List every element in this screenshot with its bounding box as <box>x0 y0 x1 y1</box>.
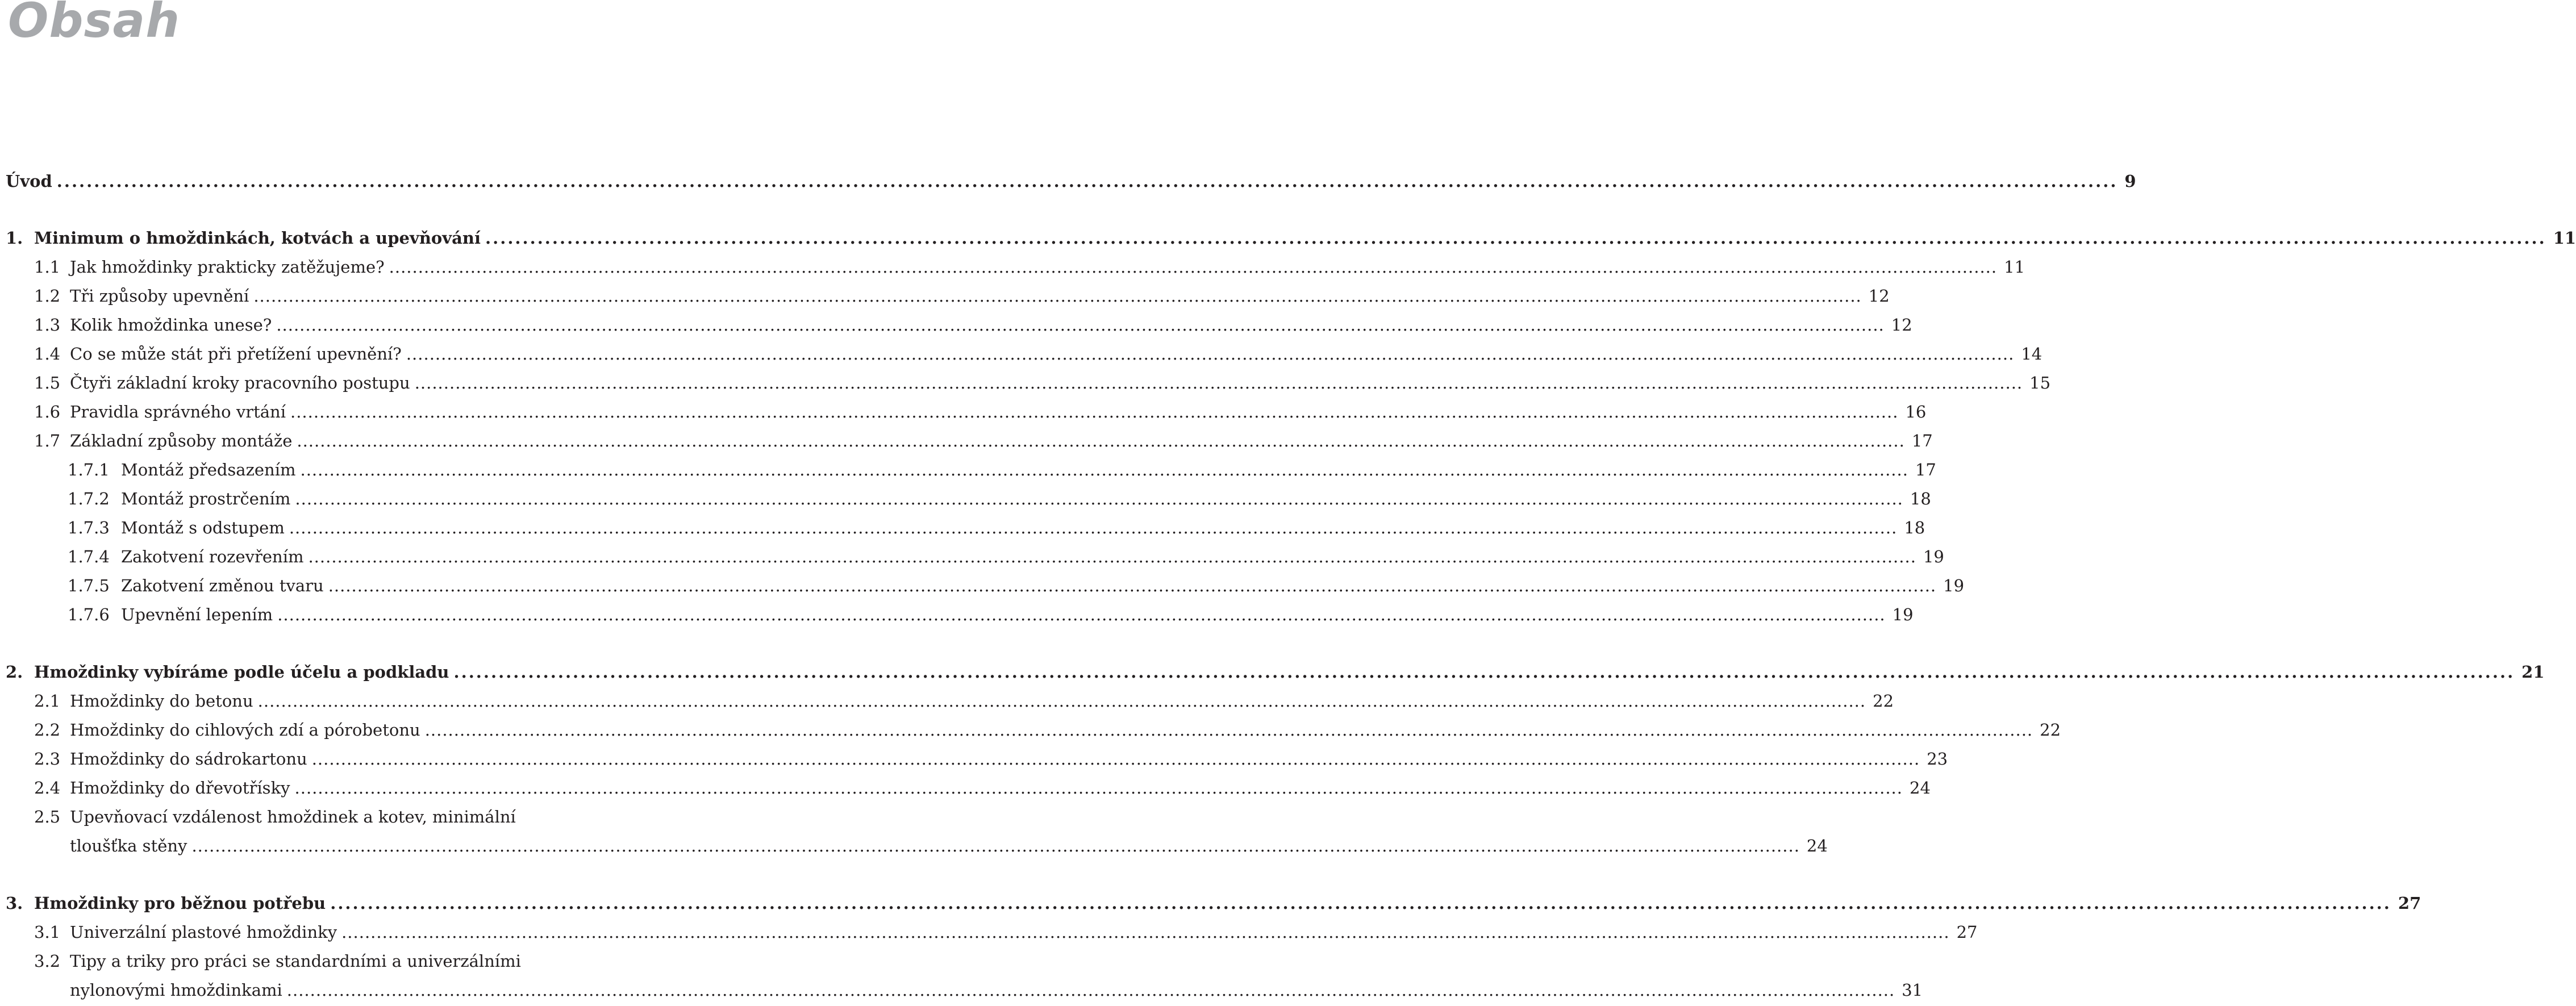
toc-entry-page: 19 <box>1923 547 1944 566</box>
toc-entry-page: 27 <box>1956 922 1978 942</box>
toc-entry-label: Hmoždinky do betonu <box>70 691 253 711</box>
toc-entry-intro[interactable] <box>6 169 2136 193</box>
toc-entry-label: Univerzální plastové hmoždinky <box>70 922 337 942</box>
leader-dots <box>425 718 2033 742</box>
toc-entry-label: Montáž s odstupem <box>121 518 285 537</box>
toc-section-2-2[interactable] <box>34 718 2061 742</box>
toc-entry-page: 24 <box>1910 778 1931 798</box>
toc-section-1-6[interactable] <box>34 400 1927 424</box>
toc-entry-page: 11 <box>2553 228 2576 248</box>
toc-entry-page: 12 <box>1868 286 1890 306</box>
leader-dots <box>253 284 1861 308</box>
toc-entry-label: Hmoždinky pro běžnou potřebu <box>34 894 326 913</box>
toc-chapter-3[interactable] <box>6 891 2421 915</box>
toc-entry-label: Co se může stát při přetížení upevnění? <box>70 344 402 364</box>
toc-section-3-2[interactable] <box>34 949 544 973</box>
toc-entry-number: 1.5 <box>34 373 61 393</box>
toc-section-1-7[interactable] <box>34 429 1933 453</box>
toc-entry-page: 9 <box>2124 172 2136 191</box>
leader-dots <box>258 689 1866 713</box>
toc-entry-page: 31 <box>1902 980 1923 1000</box>
toc-entry-page: 27 <box>2398 894 2421 913</box>
toc-entry-label: Hmoždinky do sádrokartonu <box>70 749 307 769</box>
toc-entry-page: 17 <box>1915 460 1936 479</box>
toc-entry-page: 22 <box>1873 691 1894 711</box>
toc-entry-number: 1.1 <box>34 257 61 277</box>
leader-dots <box>341 920 1949 944</box>
leader-dots <box>389 255 1997 279</box>
toc-subsection-1-7-4[interactable] <box>68 545 1944 569</box>
toc-section-1-2[interactable] <box>34 284 1890 308</box>
toc-entry-number: 1.7.4 <box>68 547 110 566</box>
toc-entry-number: 2.4 <box>34 778 61 798</box>
leader-dots <box>330 891 2391 915</box>
toc-entry-page: 19 <box>1892 605 1914 624</box>
toc-entry-label: Upevnění lepením <box>121 605 273 624</box>
leader-dots <box>328 574 1936 598</box>
toc-entry-number: 2.2 <box>34 720 61 740</box>
toc-subsection-1-7-1[interactable] <box>68 458 1936 482</box>
leader-dots <box>406 342 2014 366</box>
toc-section-3-1[interactable] <box>34 920 1978 944</box>
toc-entry-page: 18 <box>1904 518 1925 537</box>
toc-entry-page: 12 <box>1891 315 1912 335</box>
toc-entry-label: Minimum o hmoždinkách, kotvách a upevňování <box>34 228 481 248</box>
toc-entry-number: 1.7.6 <box>68 605 110 624</box>
leader-dots <box>485 226 2546 250</box>
toc-entry-label: Hmoždinky do dřevotřísky <box>70 778 290 798</box>
leader-dots <box>277 603 1885 627</box>
toc-entry-label: Zakotvení změnou tvaru <box>121 576 324 595</box>
leader-dots <box>308 545 1916 569</box>
toc-entry-label: Tři způsoby upevnění <box>70 286 249 306</box>
toc-entry-label: Montáž prostrčením <box>121 489 291 508</box>
toc-entry-page: 16 <box>1905 402 1927 421</box>
toc-entry-number: 3.2 <box>34 951 61 971</box>
leader-dots <box>415 371 2023 395</box>
toc-entry-number: 3. <box>6 894 23 913</box>
toc-section-2-3[interactable] <box>34 747 1948 771</box>
toc-section-2-4[interactable] <box>34 776 1931 800</box>
toc-entry-label-continued: tloušťka stěny <box>70 836 187 855</box>
leader-dots <box>454 660 2515 684</box>
leader-dots <box>290 400 1898 424</box>
toc-chapter-2[interactable] <box>6 660 2545 684</box>
toc-entry-label: Montáž předsazením <box>121 460 296 479</box>
toc-entry-page: 11 <box>2004 257 2025 277</box>
toc-entry-page: 21 <box>2521 662 2545 682</box>
toc-entry-page: 18 <box>1910 489 1931 508</box>
toc-section-3-2-continuation[interactable] <box>70 978 1923 1002</box>
toc-entry-number: 1.7 <box>34 431 61 450</box>
toc-entry-number: 1.7.2 <box>68 489 110 508</box>
toc-entry-number: 2.3 <box>34 749 61 769</box>
toc-entry-number: 1.2 <box>34 286 61 306</box>
toc-entry-number: 3.1 <box>34 922 61 942</box>
leader-dots <box>287 978 1895 1002</box>
toc-entry-number: 1.4 <box>34 344 61 364</box>
toc-entry-label: Jak hmoždinky prakticky zatěžujeme? <box>70 257 385 277</box>
leader-dots <box>57 169 2118 193</box>
toc-entry-label: Hmoždinky vybíráme podle účelu a podkladu <box>34 662 449 682</box>
toc-entry-number: 1. <box>6 228 23 248</box>
toc-section-2-5-continuation[interactable] <box>70 834 1828 858</box>
toc-entry-label: Tipy a triky pro práci se standardními a univerzálními <box>70 951 521 971</box>
toc-section-1-3[interactable] <box>34 313 1912 337</box>
toc-entry-label: Úvod <box>6 172 52 191</box>
toc-entry-label: Čtyři základní kroky pracovního postupu <box>70 373 410 393</box>
toc-entry-number: 1.7.5 <box>68 576 110 595</box>
toc-subsection-1-7-6[interactable] <box>68 603 1914 627</box>
toc-entry-number: 2.1 <box>34 691 61 711</box>
leader-dots <box>295 776 1903 800</box>
toc-section-1-1[interactable] <box>34 255 2025 279</box>
toc-entry-label-continued: nylonovými hmoždinkami <box>70 980 282 1000</box>
leader-dots <box>191 834 1799 858</box>
toc-entry-label: Hmoždinky do cihlových zdí a pórobetonu <box>70 720 420 740</box>
toc-section-2-5[interactable] <box>34 805 544 829</box>
leader-dots <box>301 458 1908 482</box>
page-title: Obsah <box>8 0 181 48</box>
leader-dots <box>312 747 1920 771</box>
leader-dots <box>289 516 1897 540</box>
toc-entry-page: 23 <box>1927 749 1948 769</box>
toc-section-2-1[interactable] <box>34 689 1894 713</box>
toc-entry-label: Zakotvení rozevřením <box>121 547 304 566</box>
toc-entry-number: 2. <box>6 662 23 682</box>
toc-entry-label: Kolik hmoždinka unese? <box>70 315 272 335</box>
toc-entry-number: 2.5 <box>34 807 61 826</box>
toc-entry-page: 19 <box>1943 576 1965 595</box>
toc-entry-page: 17 <box>1911 431 1933 450</box>
toc-entry-label: Základní způsoby montáže <box>70 431 293 450</box>
toc-entry-label: Upevňovací vzdálenost hmoždinek a kotev, minimální <box>70 807 516 826</box>
toc-section-1-5[interactable] <box>34 371 2051 395</box>
toc-subsection-1-7-3[interactable] <box>68 516 1925 540</box>
leader-dots <box>295 487 1903 511</box>
leader-dots <box>297 429 1904 453</box>
toc-entry-page: 24 <box>1806 836 1828 855</box>
toc-entry-number: 1.7.1 <box>68 460 110 479</box>
toc-subsection-1-7-5[interactable] <box>68 574 1965 598</box>
toc-subsection-1-7-2[interactable] <box>68 487 1931 511</box>
toc-entry-number: 1.3 <box>34 315 61 335</box>
leader-dots <box>276 313 1884 337</box>
toc-entry-page: 15 <box>2029 373 2051 393</box>
toc-entry-number: 1.6 <box>34 402 61 421</box>
toc-section-1-4[interactable] <box>34 342 2043 366</box>
toc-entry-label: Pravidla správného vrtání <box>70 402 286 421</box>
toc-entry-number: 1.7.3 <box>68 518 110 537</box>
toc-entry-page: 14 <box>2021 344 2043 364</box>
toc-entry-page: 22 <box>2040 720 2061 740</box>
toc-chapter-1[interactable] <box>6 226 2576 250</box>
